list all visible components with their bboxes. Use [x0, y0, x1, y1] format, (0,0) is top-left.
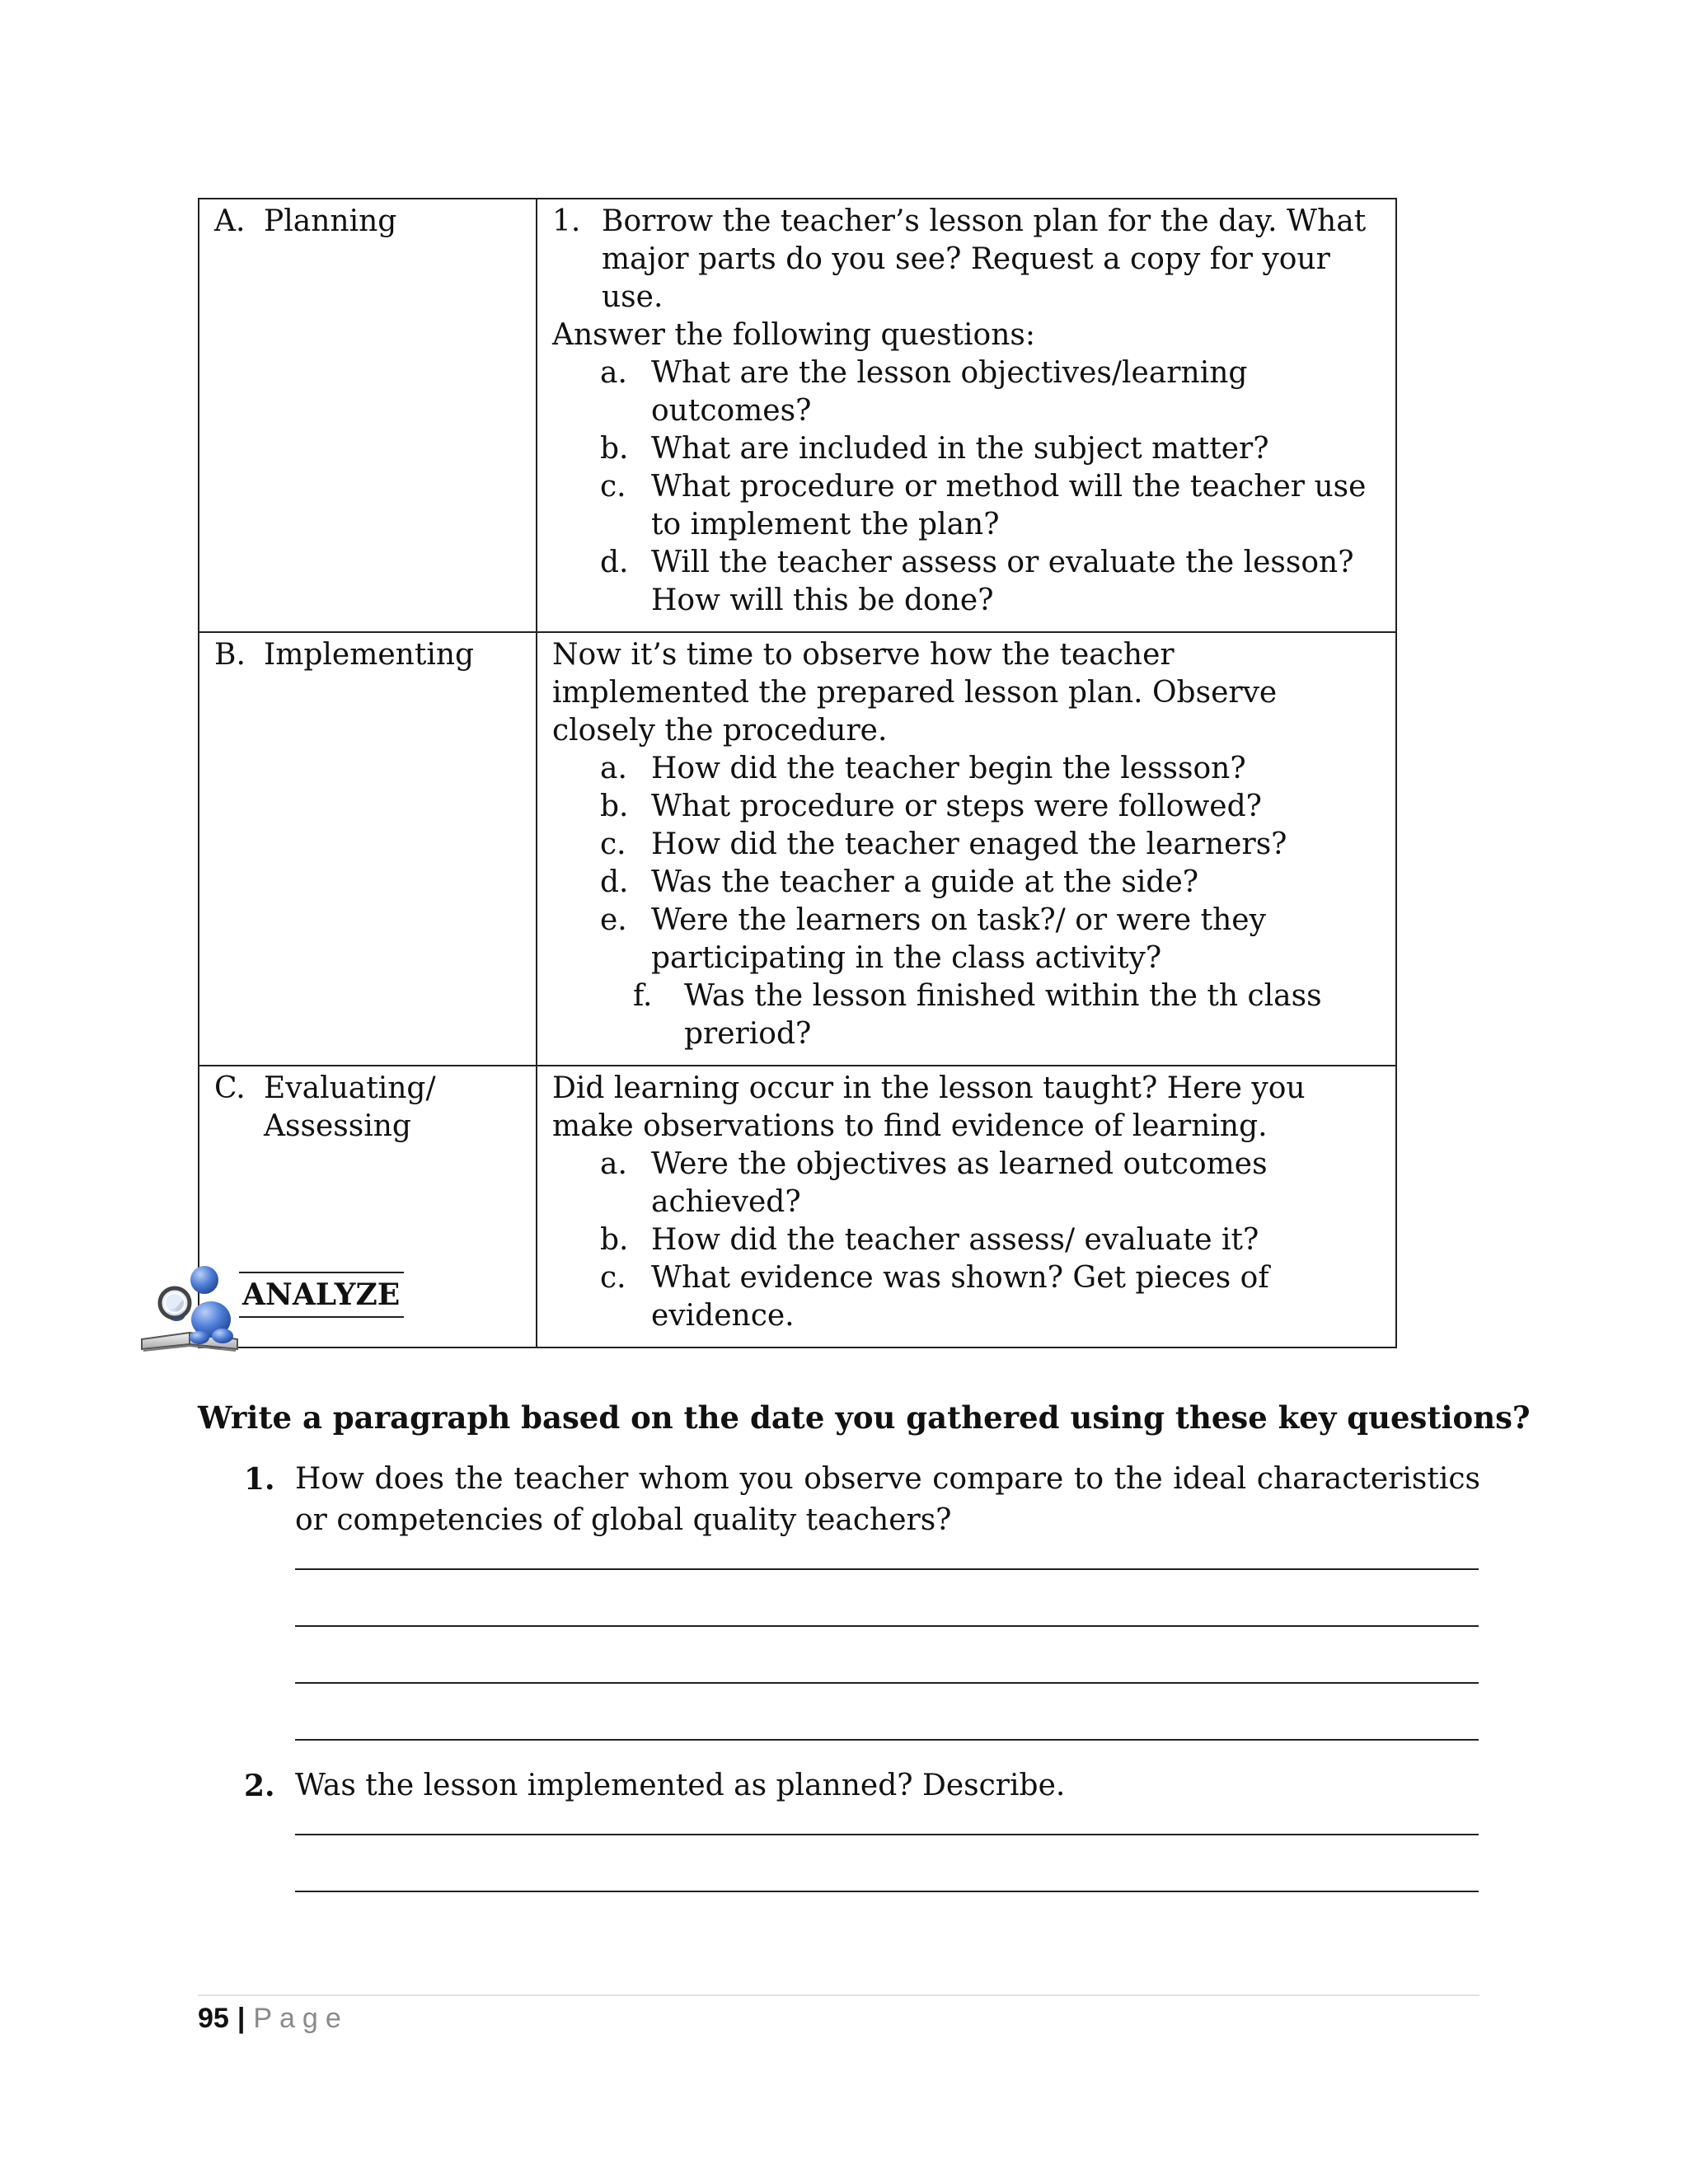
- phase-name-line: Evaluating/: [264, 1071, 436, 1105]
- list-item: [600, 788, 1381, 826]
- list-item: [600, 864, 1381, 902]
- list-item: [600, 354, 1381, 430]
- item-letter: b.: [600, 432, 629, 466]
- list-item: [600, 544, 1381, 620]
- item-text: Was the teacher a guide at the side?: [651, 865, 1199, 899]
- task-intro: Did learning occur in the lesson taught? Here you make observations to find evidence of learning.: [552, 1071, 1306, 1143]
- question-text: How does the teacher whom you observe compare to the ideal characteristics or competencies of global quality teachers?: [295, 1462, 1480, 1537]
- answer-line[interactable]: [295, 1834, 1479, 1835]
- observation-table: [198, 198, 1397, 1348]
- phase-letter: C.: [214, 1071, 246, 1105]
- task-cell: [537, 632, 1396, 1066]
- item-text: Were the learners on task?/ or were they participating in the class activity?: [651, 903, 1266, 975]
- footer-separator: |: [237, 2003, 246, 2034]
- item-letter: f.: [633, 979, 653, 1013]
- item-text: How did the teacher enaged the learners?: [651, 827, 1287, 861]
- analyze-heading: ANALYZE: [239, 1272, 404, 1318]
- table-row: [199, 199, 1396, 632]
- item-letter: c.: [600, 827, 626, 861]
- table-row: [199, 632, 1396, 1066]
- phase-letter: B.: [214, 638, 246, 672]
- item-letter: c.: [600, 470, 626, 504]
- list-item: [600, 1259, 1381, 1335]
- page-label: Page: [253, 2003, 349, 2034]
- item-text: Were the objectives as learned outcomes achieved?: [651, 1147, 1268, 1219]
- instruction-text: Write a paragraph based on the date you gathered using these key questions?: [198, 1399, 1531, 1436]
- item-text: What procedure or steps were followed?: [651, 790, 1262, 823]
- item-text: What are the lesson objectives/learning outcomes?: [651, 356, 1248, 428]
- phase-name: [264, 1070, 436, 1146]
- magnifier-reader-icon: [138, 1257, 250, 1360]
- item-text: Will the teacher assess or evaluate the lesson? How will this be done?: [651, 546, 1354, 617]
- question-text: Was the lesson implemented as planned? Describe.: [295, 1769, 1066, 1802]
- task-intro: Answer the following questions:: [552, 318, 1035, 352]
- item-text: What are included in the subject matter?: [651, 432, 1269, 466]
- item-letter: e.: [600, 903, 627, 937]
- phase-letter: A.: [214, 204, 246, 238]
- question-number: 1.: [244, 1462, 275, 1497]
- list-item: [600, 1221, 1381, 1259]
- list-item: [600, 1146, 1381, 1221]
- item-text: Was the lesson finished within the th class preriod?: [684, 979, 1322, 1051]
- answer-line[interactable]: [295, 1568, 1479, 1570]
- task-cell: [537, 1066, 1396, 1347]
- answer-line[interactable]: [295, 1739, 1479, 1741]
- page-footer: [198, 1998, 349, 2039]
- item-text: What procedure or method will the teacher use to implement the plan?: [651, 470, 1367, 541]
- item-letter: d.: [600, 546, 629, 579]
- answer-line[interactable]: [295, 1625, 1479, 1627]
- item-letter: c.: [600, 1261, 626, 1295]
- footer-divider: [198, 1994, 1479, 1996]
- item-text: How did the teacher assess/ evaluate it?: [651, 1223, 1259, 1257]
- list-item: [600, 902, 1381, 977]
- phase-name: Implementing: [264, 638, 475, 672]
- item-letter: a.: [600, 1147, 627, 1181]
- list-item: [600, 977, 1381, 1053]
- task-intro: Now it’s time to observe how the teacher implemented the prepared lesson plan. Observe closely the procedure.: [552, 638, 1278, 748]
- list-item: [600, 750, 1381, 788]
- item-letter: b.: [600, 790, 629, 823]
- item-letter: b.: [600, 1223, 629, 1257]
- phase-cell: [199, 632, 537, 1066]
- phase-name-line: Assessing: [264, 1109, 411, 1143]
- question-number: 2.: [244, 1769, 275, 1803]
- task-number: 1.: [552, 204, 581, 238]
- item-text: What evidence was shown? Get pieces of evidence.: [651, 1261, 1269, 1333]
- question-list: [552, 1146, 1381, 1335]
- task-cell: [537, 199, 1396, 632]
- page-number: 95: [198, 2003, 229, 2034]
- question-list: [552, 354, 1381, 620]
- item-letter: a.: [600, 356, 627, 390]
- phase-cell: [199, 199, 537, 632]
- question-item: [244, 1765, 1480, 1807]
- answer-line[interactable]: [295, 1682, 1479, 1684]
- answer-line[interactable]: [295, 1891, 1479, 1892]
- list-item: [600, 430, 1381, 468]
- list-item: [600, 468, 1381, 544]
- phase-name: Planning: [264, 204, 397, 238]
- item-text: How did the teacher begin the lessson?: [651, 752, 1246, 785]
- list-item: [600, 826, 1381, 864]
- item-letter: d.: [600, 865, 629, 899]
- item-letter: a.: [600, 752, 627, 785]
- task-text: Borrow the teacher’s lesson plan for the day. What major parts do you see? Request a copy for your use.: [602, 204, 1367, 314]
- question-list: [552, 750, 1381, 1053]
- question-item: [244, 1459, 1480, 1541]
